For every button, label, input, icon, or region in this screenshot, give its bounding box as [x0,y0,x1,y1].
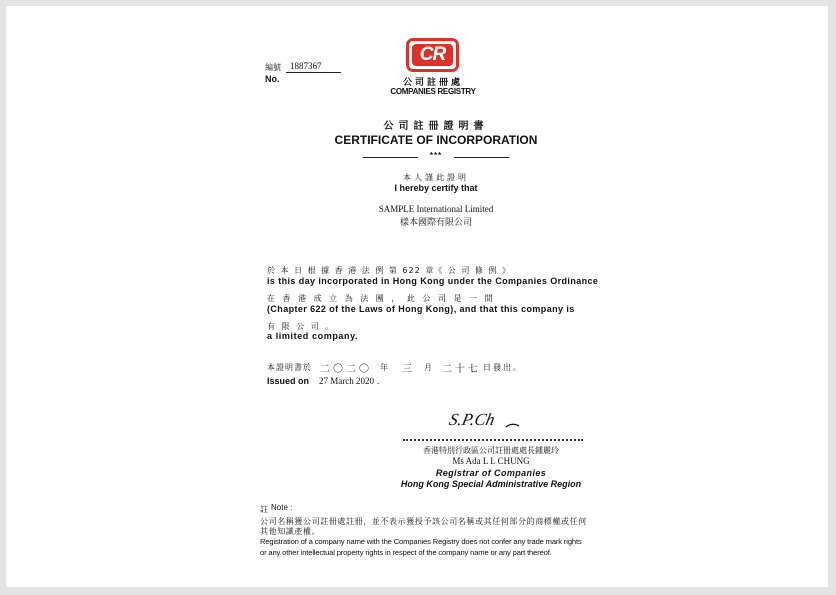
certify-zh: 本人謹此證明 [403,173,469,182]
issue-month-unit-zh: 月 [424,363,434,372]
registrar-name-en: Ms Ada L L CHUNG [452,456,530,466]
title-en: CERTIFICATE OF INCORPORATION [334,133,538,147]
issue-day-zh: 二十七 [442,364,481,375]
body-line2-en: (Chapter 622 of the Laws of Hong Kong), and that this company is [267,304,575,314]
note-text-en-2: or any other intellectual property rights in respect of the company name or any part thereof. [260,548,552,557]
issue-date-end: . [377,376,380,386]
issue-suffix-zh: 日發出。 [483,363,523,372]
note-label-en: Note : [271,503,293,512]
number-underline [286,72,341,73]
company-name-en: SAMPLE International Limited [378,204,494,214]
note-label-zh: 註 [260,505,268,514]
company-name-zh: 樣本國際有限公司 [399,218,472,228]
issued-on-label: Issued on [267,376,310,386]
number-label-zh: 編號 [265,63,281,72]
logo-name-en: COMPANIES REGISTRY [390,87,476,96]
certify-en: I hereby certify that [394,183,478,193]
title-divider-stars: *** [429,151,443,160]
title-divider-left [363,157,418,158]
issue-year-zh: 二〇二〇 [320,364,372,375]
body-line1-zh: 於 本 日 根 據 香 港 法 例 第 622 章《 公 司 條 例 》 [267,266,511,275]
issue-year-unit-zh: 年 [380,363,390,372]
body-line2-zh: 在 香 港 成 立 為 法 團 ， 此 公 司 是 一 間 [267,294,494,303]
registrar-title-en-1: Registrar of Companies [435,468,547,478]
registrar-signature [446,408,526,432]
logo-mark: CR [412,44,453,66]
companies-registry-logo [406,38,459,72]
body-line3-zh: 有 限 公 司 。 [267,322,335,331]
registrar-title-en-2: Hong Kong Special Administrative Region [400,479,582,489]
issue-date-en: 27 March 2020 [319,376,374,386]
body-line3-en: a limited company. [267,331,359,341]
certificate-page [6,6,828,587]
title-divider-right [454,157,509,158]
signature-line [403,439,583,441]
title-zh: 公司註冊證明書 [383,121,489,132]
note-text-zh-1: 公司名稱獲公司註冊處註冊，並不表示獲授予該公司名稱或其任何部分的商標權或任何 [260,517,587,526]
certificate-number: 1887367 [290,61,322,71]
note-text-en-1: Registration of a company name with the Companies Registry does not confer any trade mark rights [260,537,582,546]
logo-name-zh: 公司註冊處 [402,78,463,88]
note-text-zh-2: 其他知識產權。 [260,527,321,536]
issue-prefix-zh: 本證明書於 [267,363,312,372]
registrar-title-zh: 香港特別行政區公司註冊處處長鍾麗玲 [423,446,559,455]
number-label-en: No. [265,74,280,84]
svg-text:S.P.Ch: S.P.Ch [447,410,497,429]
body-line1-en: is this day incorporated in Hong Kong under the Companies Ordinance [267,276,599,286]
issue-month-zh: 三 [402,364,414,375]
